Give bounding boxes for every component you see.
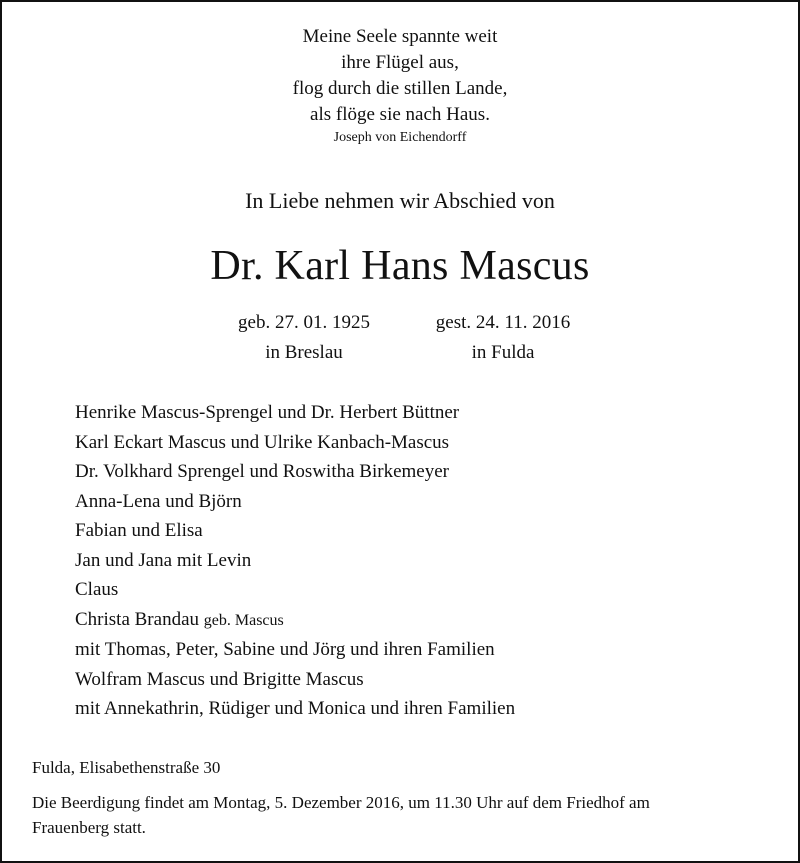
mourner-line bbox=[75, 605, 515, 636]
mourners-list bbox=[75, 398, 515, 724]
poem-line: flog durch die stillen Lande, bbox=[292, 78, 508, 99]
mourner-maiden-name: geb. Mascus bbox=[203, 611, 284, 629]
mourner-text: Jan und Jana mit Levin bbox=[75, 549, 252, 571]
mourner-text: Anna-Lena und Björn bbox=[75, 490, 242, 512]
mourner-line bbox=[75, 546, 515, 576]
deceased-name: Dr. Karl Hans Mascus bbox=[210, 243, 590, 289]
mourner-text: Karl Eckart Mascus und Ulrike Kanbach-Mascus bbox=[75, 431, 450, 453]
mourner-line bbox=[75, 635, 515, 665]
mourner-line bbox=[75, 665, 515, 695]
poem-line: als flöge sie nach Haus. bbox=[310, 104, 490, 125]
poem-line: ihre Flügel aus, bbox=[341, 52, 459, 73]
footer bbox=[32, 755, 722, 840]
mourner-line bbox=[75, 487, 515, 517]
mourner-text: mit Annekathrin, Rüdiger und Monica und ihren Familien bbox=[75, 698, 516, 719]
mourner-line bbox=[75, 575, 515, 605]
mourner-line bbox=[75, 516, 515, 546]
mourner-text: Dr. Volkhard Sprengel und Roswitha Birkemeyer bbox=[75, 461, 449, 482]
birth-place: in Breslau bbox=[265, 342, 343, 363]
mourner-text: Christa Brandau bbox=[75, 608, 200, 630]
death-date: gest. 24. 11. 2016 bbox=[435, 312, 571, 333]
mourner-text: Henrike Mascus-Sprengel und Dr. Herbert Büttner bbox=[75, 402, 460, 423]
poem-block bbox=[2, 24, 798, 148]
mourner-line bbox=[75, 428, 515, 458]
birth-date: geb. 27. 01. 1925 bbox=[238, 312, 370, 333]
funeral-notice: Die Beerdigung findet am Montag, 5. Dezember 2016, um 11.30 Uhr auf dem Friedhof am Frauenberg statt. bbox=[32, 793, 650, 837]
mourner-line bbox=[75, 398, 515, 428]
mourner-line bbox=[75, 457, 515, 487]
mourner-text: Fabian und Elisa bbox=[75, 520, 203, 541]
poem-author: Joseph von Eichendorff bbox=[333, 130, 467, 145]
intro-text: In Liebe nehmen wir Abschied von bbox=[245, 188, 555, 213]
mourner-text: mit Thomas, Peter, Sabine und Jörg und ihren Familien bbox=[75, 639, 495, 660]
address: Fulda, Elisabethenstraße 30 bbox=[32, 758, 221, 777]
mourner-text: Claus bbox=[75, 579, 119, 600]
death-info bbox=[420, 308, 586, 368]
mourner-line bbox=[75, 694, 515, 724]
mourner-text: Wolfram Mascus und Brigitte Mascus bbox=[75, 668, 364, 690]
poem-line: Meine Seele spannte weit bbox=[302, 26, 498, 47]
death-place: in Fulda bbox=[471, 342, 535, 363]
birth-info bbox=[224, 308, 384, 368]
